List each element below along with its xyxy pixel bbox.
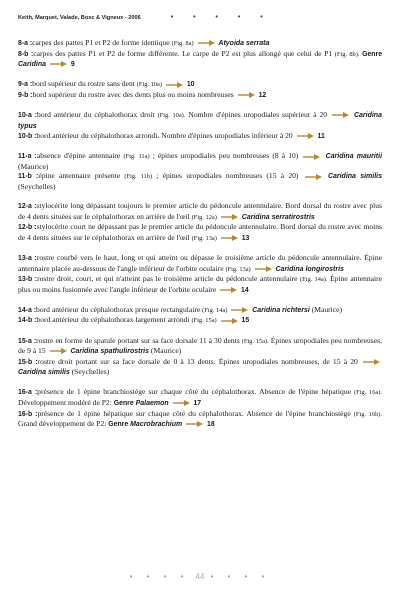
key-entry-15b — [18, 357, 382, 378]
arrow-icon — [221, 235, 238, 241]
key-couplet-16 — [18, 387, 382, 429]
footer-dots-left: • • • • — [129, 572, 190, 581]
key-couplet-15 — [18, 336, 382, 378]
entry-text-cont: Nombre d'épines uropodiales supérieur à 20 — [188, 109, 328, 119]
taxon-name: Caridina spathulirostris — [70, 348, 150, 356]
entry-label: 9-a : — [18, 81, 33, 89]
figure-ref-link[interactable]: (Fig. 11a) — [123, 153, 150, 161]
entry-text: bord antérieur du céphalothorax droit — [37, 109, 155, 119]
entry-label: 10-a : — [18, 111, 38, 119]
header-title: Keith, Marquet, Valade, Bosc & Vigneux - 2006 — [18, 14, 141, 21]
arrow-icon — [303, 154, 320, 160]
key-entry-14b — [18, 315, 382, 326]
taxon-name: Caridina richtersi — [252, 306, 310, 314]
key-couplet-8 — [18, 38, 382, 70]
goto-couplet-link[interactable]: 11 — [317, 133, 325, 141]
figure-ref-link[interactable]: (Fig. 13a) — [191, 234, 217, 242]
key-entry-16a — [18, 387, 382, 408]
arrow-icon — [50, 348, 67, 354]
key-couplet-10 — [18, 110, 382, 142]
arrow-icon — [255, 266, 272, 272]
footer-dots-right: • • • • — [210, 572, 271, 581]
entry-text: présence de 1 épine branchiostège sur chaque côté du céphalothorax. Absence de l'épine hépatique — [37, 387, 351, 397]
key-couplet-13 — [18, 253, 382, 295]
key-couplet-9 — [18, 79, 382, 100]
arrow-icon — [305, 174, 322, 180]
figure-ref-link[interactable]: (Fig. 14a). — [300, 276, 328, 284]
entry-text-cont: Épines uropodiales peu nombreuses, de 9 à 15 — [18, 335, 382, 356]
entry-text-cont: ; épines uropodiales nombreuses (15 à 20) — [156, 171, 299, 181]
entry-text: bord supérieur du rostre avec des dents plus ou moins nombreuses — [32, 89, 234, 99]
taxon-name: Palaemon — [135, 400, 169, 408]
figure-ref-link[interactable]: (Fig. 10a). — [157, 111, 186, 119]
entry-text: bord antérieur du céphalothorax arrondi. Nombre d'épines uropodiales inférieur à 20 — [36, 131, 293, 141]
entry-label: 8-a : — [18, 40, 33, 47]
arrow-icon — [221, 214, 238, 220]
taxon-name: Atyoida serrata — [218, 40, 270, 47]
goto-couplet-link[interactable]: 10 — [186, 81, 195, 89]
entry-text: rostre en forme de spatule portant sur sa face dorsale 11 à 30 dents — [36, 335, 240, 345]
key-entry-14a — [18, 305, 382, 316]
locality: (Maurice) — [18, 161, 49, 171]
entry-text: rostre droit portant sur sa face dorsale de 0 à 13 dents. Épines uropodiales nombreuses, de 15 à 20 — [37, 356, 358, 366]
key-entry-9a — [18, 79, 382, 90]
taxon-name: Caridina serratirostris — [241, 213, 315, 221]
entry-label: 11-b : — [18, 173, 39, 181]
key-entry-11b — [18, 171, 382, 191]
entry-label: 9-b : — [18, 91, 33, 99]
entry-text: bord supérieur du rostre sans dent — [32, 79, 135, 89]
key-entry-12b — [18, 222, 382, 243]
taxon-name: Caridina longirostris — [275, 265, 344, 273]
figure-ref-link[interactable]: (Fig. 15a) — [191, 317, 217, 325]
figure-ref-link[interactable]: (Fig. 11b) — [124, 173, 153, 181]
goto-couplet-link[interactable]: 9 — [70, 61, 75, 69]
goto-couplet-link[interactable]: 12 — [258, 91, 267, 99]
entry-text-cont: Développement modéré de P2: — [18, 398, 112, 408]
genus-label: Genre — [362, 50, 383, 58]
locality: (Maurice) — [311, 304, 343, 314]
identification-key — [18, 38, 382, 439]
entry-label: 15-b : — [18, 358, 38, 366]
entry-text: rostre courbé vers le haut, long et qui atteint ou dépasse le troisième article du pédoncule antennulaire. Épine antennaire placée au-dessous de l'angle inférieur de l'orbite oculaire — [18, 253, 382, 273]
page-number: 44 — [195, 572, 205, 581]
taxon-name: Caridina typus — [18, 111, 382, 130]
figure-ref-link[interactable]: (Fig. 12a) — [191, 213, 217, 221]
key-couplet-14 — [18, 305, 382, 326]
entry-text: stylocérite long dépassant toujours le premier article du pédoncule antennulaire. Bord dorsal du rostre avec plus de 4 dents situées sur le céphalothorax en arrière de l'œil — [18, 201, 382, 221]
header-dots: • • • • • — [170, 14, 272, 21]
goto-couplet-link[interactable]: 14 — [241, 286, 249, 294]
arrow-icon — [173, 400, 190, 406]
taxon-name: Macrobrachium — [130, 421, 183, 429]
figure-ref-link[interactable]: (Fig. 8a) — [171, 40, 194, 47]
arrow-icon — [231, 307, 248, 313]
entry-text: absence d'épine antennaire — [36, 151, 121, 161]
goto-couplet-link[interactable]: 15 — [241, 317, 250, 325]
key-entry-13b — [18, 274, 382, 295]
taxon-name: Caridina similis — [327, 173, 383, 181]
key-entry-12a — [18, 201, 382, 222]
entry-label: 13-a : — [18, 255, 37, 262]
page-footer — [0, 572, 400, 581]
entry-text: rostre droit, court, et qui n'atteint pas le troisième article du pédoncule antennulaire — [37, 274, 298, 284]
entry-text: épine antennaire présente — [38, 171, 121, 181]
entry-text-cont: Épine antennaire plus ou moins fusionnée avec l'angle inférieur de l'orbite oculaire — [18, 274, 382, 294]
entry-text: carpes des pattes P1 et P2 de forme différente. Le carpe de P2 est plus allongé que celui de P1 — [33, 48, 333, 58]
key-couplet-12 — [18, 201, 382, 243]
locality: (Seychelles) — [18, 182, 56, 192]
arrow-icon — [363, 359, 380, 365]
key-entry-8a — [18, 38, 382, 49]
entry-label: 16-b : — [18, 410, 38, 418]
key-entry-10b — [18, 131, 382, 142]
entry-text: stylocérite court ne dépassant pas le premier article du pédoncule antennulaire. Bord dorsal du rostre avec moins de 4 dents situées sur le céphalothorax en arrière de l'œil — [18, 222, 382, 242]
entry-label: 8-b : — [18, 50, 34, 58]
arrow-icon — [332, 112, 349, 118]
entry-text: bord antérieur du céphalothorax largement arrondi — [36, 315, 190, 325]
locality: (Seychelles) — [71, 367, 110, 377]
entry-label: 12-a : — [18, 203, 37, 211]
taxon-name: Caridina similis — [18, 369, 70, 377]
entry-text-cont: Grand développement de P2: — [18, 419, 107, 429]
figure-ref-link[interactable]: (Fig. 16a). — [354, 389, 382, 397]
goto-couplet-link[interactable]: 17 — [193, 400, 202, 408]
goto-couplet-link[interactable]: 13 — [241, 234, 250, 242]
arrow-icon — [186, 421, 203, 427]
entry-text: présence de 1 épine hépatique sur chaque côté du céphalothorax. Absence de l'épine branchiostège — [37, 408, 351, 418]
entry-text: bord antérieur du céphalothorax presque rectangulaire — [36, 304, 201, 314]
entry-label: 14-a : — [18, 306, 37, 314]
entry-label: 16-a : — [18, 389, 38, 397]
entry-label: 10-b : — [18, 133, 37, 141]
arrow-icon — [238, 92, 255, 98]
entry-label: 14-b : — [18, 317, 37, 325]
goto-couplet-link[interactable]: 18 — [207, 421, 215, 429]
key-entry-8b — [18, 49, 382, 70]
figure-ref-link[interactable]: (Fig. 13a) — [225, 265, 251, 273]
figure-ref-link[interactable]: (Fig. 10a) — [136, 81, 162, 89]
entry-label: 11-a : — [18, 153, 37, 161]
figure-ref-link[interactable]: (Fig. 16b). — [353, 410, 382, 418]
key-couplet-11 — [18, 151, 382, 191]
entry-label: 13-b : — [18, 276, 38, 284]
locality: (Maurice) — [150, 346, 182, 356]
entry-label: 15-a : — [18, 337, 37, 345]
page-header — [18, 14, 382, 21]
arrow-icon — [50, 61, 67, 67]
entry-text-cont: ; épines uropodiales peu nombreuses (8 à 10) — [152, 151, 299, 161]
arrow-icon — [198, 40, 215, 46]
figure-ref-link[interactable]: (Fig. 8b). — [334, 50, 360, 58]
figure-ref-link[interactable]: (Fig. 14a) — [202, 306, 228, 314]
arrow-icon — [166, 82, 183, 88]
key-entry-11a — [18, 151, 382, 171]
key-entry-15a — [18, 336, 382, 357]
entry-label: 12-b : — [18, 224, 37, 232]
arrow-icon — [221, 318, 238, 324]
entry-text: carpes des pattes P1 et P2 de forme identique — [32, 38, 170, 47]
genus-label: Genre — [108, 421, 129, 429]
key-entry-9b — [18, 90, 382, 101]
arrow-icon — [220, 287, 237, 293]
taxon-name: Caridina mauritii — [325, 153, 383, 161]
genus-label: Genre — [113, 400, 134, 408]
taxon-name: Caridina — [18, 61, 47, 69]
key-entry-10a — [18, 110, 382, 131]
arrow-icon — [297, 133, 314, 139]
key-entry-16b — [18, 409, 382, 430]
key-entry-13a — [18, 253, 382, 274]
figure-ref-link[interactable]: (Fig. 15a). — [241, 337, 269, 345]
